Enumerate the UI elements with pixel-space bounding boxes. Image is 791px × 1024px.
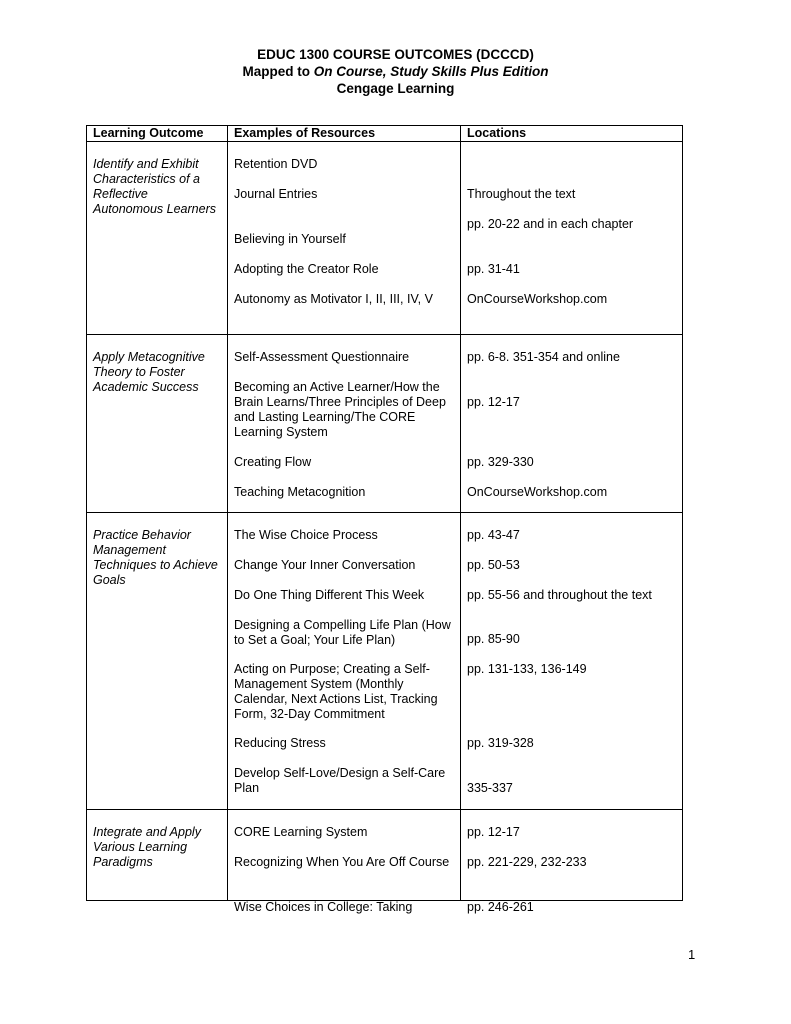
resource-item: Self-Assessment Questionnaire — [234, 350, 410, 364]
resource-item: Retention DVD — [234, 157, 318, 171]
document-title: EDUC 1300 COURSE OUTCOMES (DCCCD) — [257, 47, 534, 62]
resource-item: Journal Entries — [234, 187, 318, 201]
outcomes-table — [86, 125, 683, 914]
subtitle-book-title: On Course, Study Skills Plus Edition — [313, 64, 549, 79]
resource-item: Becoming an Active Learner/How the Brain Learns/Three Principles of Deep and Lasting Learning/The CORE Learning System — [234, 380, 446, 439]
location-item: pp. 12-17 — [467, 825, 520, 839]
locations-cell — [461, 810, 683, 914]
resources-cell — [228, 142, 461, 335]
resource-item: Believing in Yourself — [234, 232, 346, 246]
resources-cell — [228, 810, 461, 914]
resource-item: Autonomy as Motivator I, II, III, IV, V — [234, 292, 433, 306]
resources-cell — [228, 335, 461, 513]
location-item: pp. 31-41 — [467, 262, 520, 276]
location-item: pp. 43-47 — [467, 528, 520, 542]
locations-cell — [461, 513, 683, 810]
resource-item: Develop Self-Love/Design a Self-Care Plan — [234, 766, 446, 795]
outcome-text: Practice Behavior Management Techniques to Achieve Goals — [93, 528, 218, 587]
table-row — [87, 335, 683, 513]
resource-item: Adopting the Creator Role — [234, 262, 379, 276]
resource-item: Acting on Purpose; Creating a Self-Management System (Monthly Calendar, Next Actions List, Tracking Form, 32-Day Commitment — [234, 662, 438, 721]
resource-item: Teaching Metacognition — [234, 485, 366, 499]
location-item: pp. 12-17 — [467, 395, 520, 409]
location-item: OnCourseWorkshop.com — [467, 292, 608, 306]
page-number: 1 — [688, 947, 696, 962]
location-item: pp. 55-56 and throughout the text — [467, 588, 652, 602]
location-item: pp. 221-229, 232-233 — [467, 855, 587, 869]
resource-item: Reducing Stress — [234, 736, 326, 750]
table-row — [87, 513, 683, 810]
location-item: pp. 246-261 — [467, 900, 534, 914]
resource-item: Change Your Inner Conversation — [234, 558, 416, 572]
location-item: pp. 50-53 — [467, 558, 520, 572]
resource-item: The Wise Choice Process — [234, 528, 378, 542]
outcome-cell — [87, 142, 228, 335]
outcome-text: Identify and Exhibit Characteristics of a Reflective Autonomous Learners — [93, 157, 216, 216]
locations-cell — [461, 335, 683, 513]
resource-item: Designing a Compelling Life Plan (How to Set a Goal; Your Life Plan) — [234, 618, 451, 647]
resource-item: Wise Choices in College: Taking — [234, 900, 413, 914]
document-subtitle — [0, 63, 791, 80]
outcome-text: Integrate and Apply Various Learning Paradigms — [93, 825, 201, 869]
location-item: pp. 20-22 and in each chapter — [467, 217, 634, 231]
location-item: OnCourseWorkshop.com — [467, 485, 608, 499]
resource-item: Creating Flow — [234, 455, 312, 469]
location-item: pp. 85-90 — [467, 632, 520, 646]
location-item: Throughout the text — [467, 187, 576, 201]
outcome-cell — [87, 810, 228, 901]
outcome-cell — [87, 513, 228, 810]
resource-item: Recognizing When You Are Off Course — [234, 855, 450, 869]
location-item: 335-337 — [467, 781, 513, 795]
location-item: pp. 6-8. 351-354 and online — [467, 350, 620, 364]
table-header-row — [87, 126, 683, 142]
subtitle-prefix: Mapped to — [242, 64, 314, 79]
location-item: pp. 329-330 — [467, 455, 534, 469]
outcome-cell — [87, 335, 228, 513]
resource-item: Do One Thing Different This Week — [234, 588, 425, 602]
outcome-text: Apply Metacognitive Theory to Foster Academic Success — [93, 350, 205, 394]
column-header-resources: Examples of Resources — [228, 126, 461, 142]
resources-cell — [228, 513, 461, 810]
location-item: pp. 131-133, 136-149 — [467, 662, 587, 676]
table-row — [87, 810, 683, 901]
column-header-locations: Locations — [461, 126, 683, 142]
column-header-learning-outcome: Learning Outcome — [87, 126, 228, 142]
resource-item: CORE Learning System — [234, 825, 368, 839]
locations-cell — [461, 142, 683, 335]
location-item: pp. 319-328 — [467, 736, 534, 750]
document-publisher: Cengage Learning — [336, 81, 455, 96]
table-row — [87, 142, 683, 335]
